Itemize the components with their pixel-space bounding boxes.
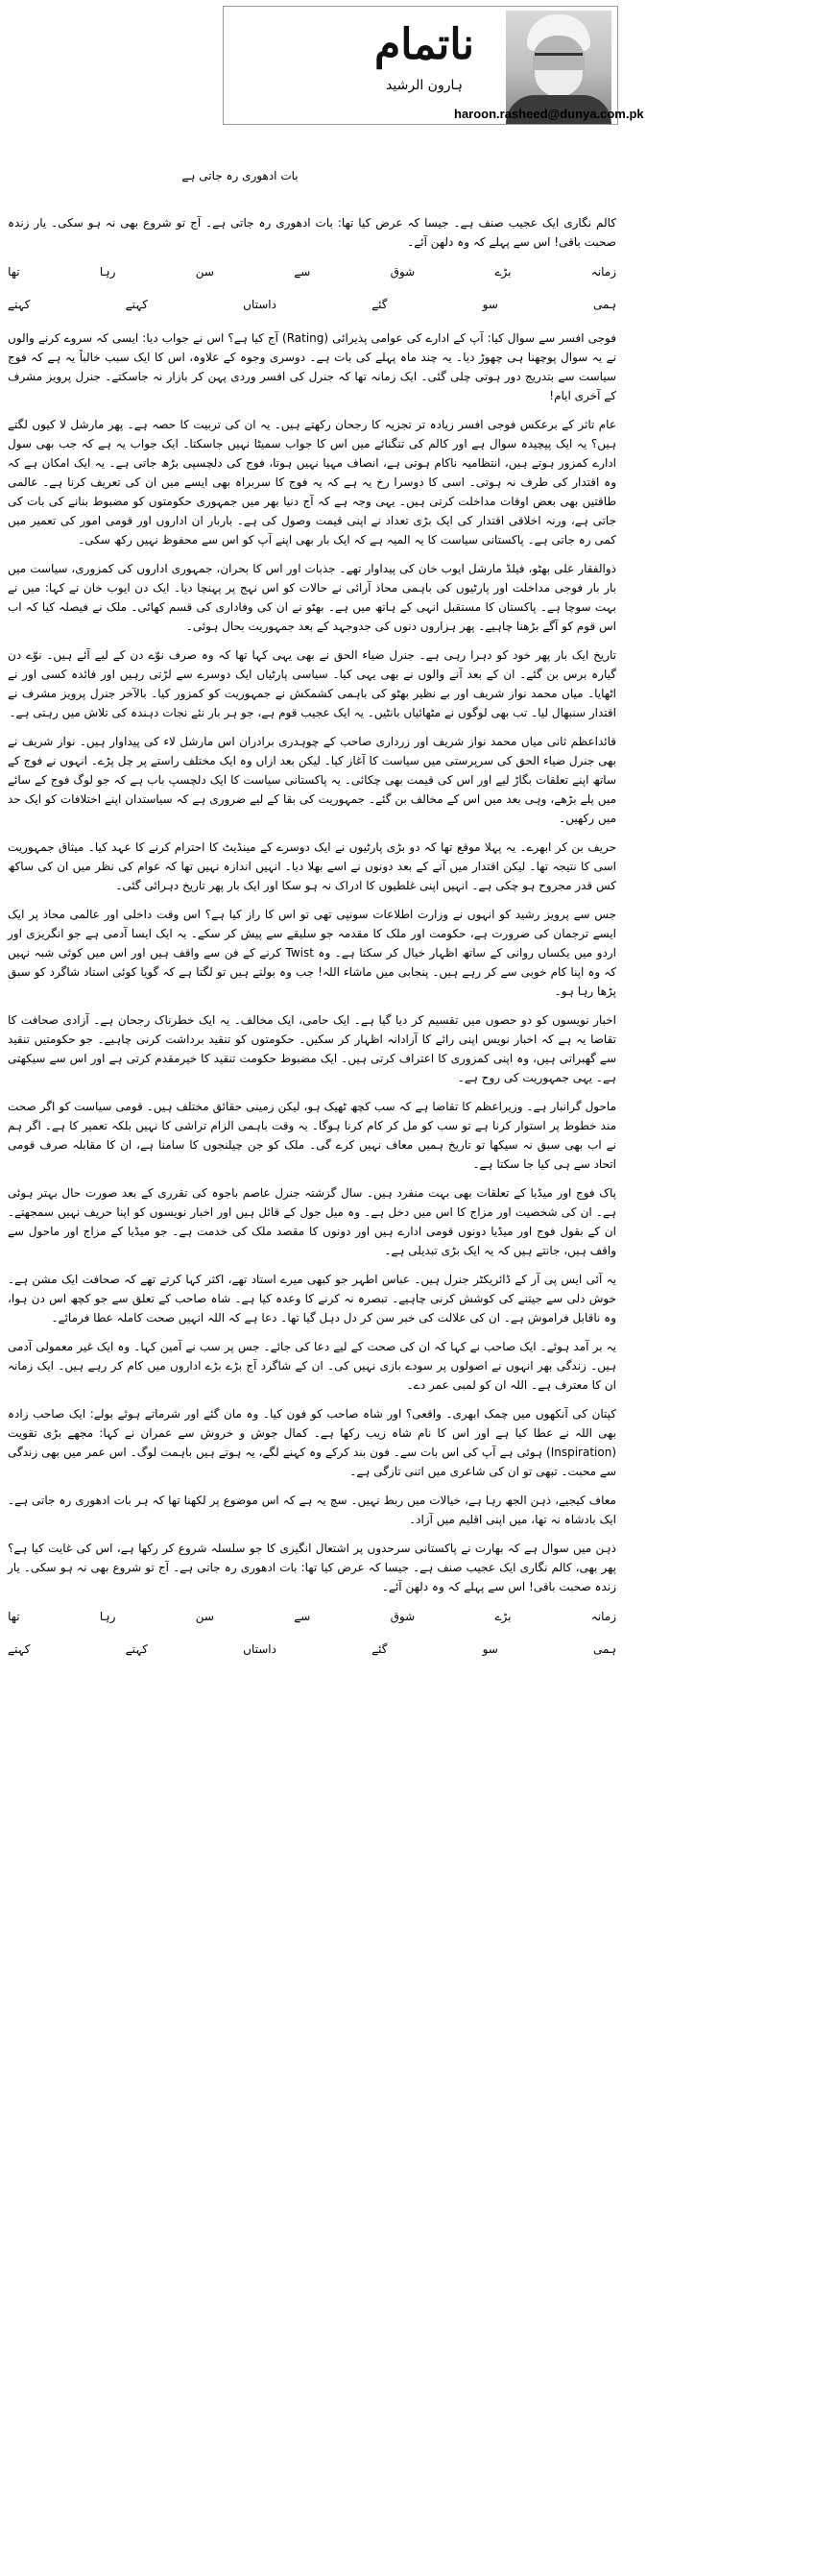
- verse-word: بڑے: [494, 265, 512, 279]
- article-paragraph: کپتان کی آنکھوں میں چمک ابھری۔ واقعی؟ اور شاہ صاحب کو فون کیا۔ وہ مان گئے اور شرماتے ہوئے بولے: ایک صاحب زادہ بھی اللہ نے عطا کیا ہے اور اس کا نام شاہ زیب رکھا ہے۔ کمال جوش و خروش سے عمران نے کہا: مجھے بڑی تقویت (Inspiration) ہوئی ہے آپ کی اس بات سے۔ فون بند کرکے وہ کہنے لگے، یہ ہوتے ہیں باہمت لوگ۔ اس عمر میں بھی زندگی سے محبت۔ تبھی تو ان کی شاعری میں اتنی تازگی ہے۔: [8, 1407, 616, 1478]
- column-brand-title: ناتمام: [374, 20, 474, 69]
- article-body: [8, 213, 616, 1673]
- verse-word: شوق: [390, 1610, 416, 1623]
- article-paragraph: فوجی افسر سے سوال کیا: آپ کے ادارے کی عوامی پذیرائی (Rating) آج کیا ہے؟ اس نے جواب دیا: ایسی کہ سروے کرنے والوں نے یہ سوال پوچھنا ہی چھوڑ دیا۔ یہ چند ماہ پہلے کی بات ہے۔ دوسری وجوہ کے علاوہ، اس کا ایک سبب خالباً یہ ہے کہ فوج سیاست سے بتدریج دور ہوتی چلی گئی۔ ایک زمانہ تھا کہ جنرل کی افسر وردی پہن کر بازار نہ جاسکتے۔ جنرل پرویز مشرف کے آخری ایام!: [8, 331, 616, 402]
- verse-word: سو: [482, 1642, 498, 1656]
- verse-word: سن: [195, 265, 214, 279]
- article-paragraph: حریف بن کر ابھرے۔ یہ پہلا موقع تھا کہ دو بڑی پارٹیوں نے ایک دوسرے کے مینڈیٹ کا احترام کرنے کا عہد کیا۔ میثاق جمہوریت اسی کا نتیجہ تھا۔ لیکن اقتدار میں آنے کے بعد دونوں نے اسے بھلا دیا۔ انہیں اندازہ نہیں تھا کہ عوام کی نظر میں ان کی ساکھ کس قدر مجروح ہو چکی ہے۔ انہیں اپنی غلطیوں کا ادراک نہ ہو سکا اور ایک بار پھر تاریخ دہرائی گئی۔: [8, 840, 616, 892]
- verse-word: سے: [294, 1610, 311, 1623]
- verse-word: سو: [482, 298, 498, 311]
- verse-word: گئے: [371, 298, 388, 311]
- column-masthead: [223, 6, 644, 125]
- article-paragraph: معاف کیجیے، ذہن الجھ رہا ہے، خیالات میں ربط نہیں۔ سچ یہ ہے کہ اس موضوع پر لکھنا تھا کہ ہر بات ادھوری رہ جاتی ہے۔ ایک بادشاہ نہ تھا، میں اپنی اقلیم میں آزاد۔: [8, 1494, 616, 1526]
- verse-word: کہتے: [8, 1642, 31, 1656]
- verse-word: تھا: [8, 1610, 20, 1623]
- verse-word: شوق: [390, 265, 416, 279]
- verse-word: داستاں: [243, 1642, 276, 1656]
- verse-word: تھا: [8, 265, 20, 279]
- author-name: ہارون الرشید: [386, 78, 463, 93]
- article-paragraph: جس سے پرویز رشید کو انہوں نے وزارت اطلاعات سونپی تھی تو اس کا راز کیا ہے؟ اس وقت داخلی اور عالمی محاذ پر ایک ایسے ترجمان کی ضرورت ہے، حکومت اور ملک کا مقدمہ جو سلیقے سے پیش کر سکے۔ یہ ایک ایسا آدمی ہے جو انگریزی اور اردو میں یکساں روانی کے ساتھ اظہار خیال کر سکتا ہے۔ وہ Twist کرنے کے فن سے واقف ہیں اور اس میں کوئی شبہ نہیں کہ وہ اپنا کام خوبی سے کر رہے ہیں۔ پنجابی میں ماشاء اللہ! جب وہ بولتے ہیں تو لگتا ہے کہ گویا کوئی استاد شاگرد کو سبق پڑھا رہا ہو۔: [8, 908, 616, 998]
- verse-word: کہتے: [8, 298, 31, 311]
- article-paragraph: ذہن میں سوال ہے کہ بھارت نے پاکستانی سرحدوں پر اشتعال انگیزی کا جو سلسلہ شروع کر رکھا ہے، اس کی غایت کیا ہے؟ پھر بھی، کالم نگاری ایک عجیب صنف ہے۔ جیسا کہ عرض کیا تھا: بات ادھوری رہ جاتی ہے۔ آج تو شروع بھی نہ ہو سکی۔ یار زندہ صحبت باقی! اس سے پہلے کہ وہ دلھن آئے۔: [8, 1542, 616, 1593]
- paragraph-list: [8, 328, 616, 1596]
- article-paragraph: قائداعظم ثانی میاں محمد نواز شریف اور زرداری صاحب کے چوہدری برادران اس مارشل لاء کی پیداوار ہیں۔ نواز شریف نے بھی جنرل ضیاء الحق کی سرپرستی میں سیاست کا آغاز کیا۔ لیکن بعد ازاں وہ ایک مختلف راستے پر چل پڑے۔ انہوں نے فوج کے ساتھ اپنے تعلقات بگاڑ لیے اور اس کی قیمت بھی چکائی۔ یہ پاکستانی سیاست کا ایک دلچسپ باب ہے کہ جو لوگ فوج کے سائے میں پلے بڑھے، وہی بعد میں اس کے مخالف بن گئے۔ جمہوریت کی بقا کے لیے ضروری ہے کہ سیاستدان اپنے اختلافات کو ایک حد میں رکھیں۔: [8, 735, 616, 825]
- author-email: haroon.rasheed@dunya.com.pk: [454, 107, 644, 121]
- verse-word: داستاں: [243, 298, 276, 311]
- verse-word: سن: [195, 1610, 214, 1623]
- article-paragraph: ماحول گرانبار ہے۔ وزیراعظم کا تقاضا ہے کہ سب کچھ ٹھیک ہو، لیکن زمینی حقائق مختلف ہیں۔ قومی سیاست کو اگر صحت مند خطوط پر استوار کرنا ہے تو سب کو مل کر کام کرنا ہوگا۔ یہ وقت باہمی الزام تراشی کا نہیں بلکہ تعمیر کا ہے۔ اگر ہم نے اب بھی سبق نہ سیکھا تو تاریخ ہمیں معاف نہیں کرے گی۔ ملک کو جن چیلنجوں کا سامنا ہے، ان کا مقابلہ صرف قومی اتحاد سے ہی کیا جا سکتا ہے۔: [8, 1100, 616, 1171]
- verse-word: بڑے: [494, 1610, 512, 1623]
- verse-word: ہمی: [593, 298, 616, 311]
- article-paragraph: ذوالفقار علی بھٹو، فیلڈ مارشل ایوب خان کی پیداوار تھے۔ جذبات اور اس کا بحران، جمہوری اداروں کی کمزوری، سیاست میں بار بار فوجی مداخلت اور پارٹیوں کی باہمی محاذ آرائی نے حالات کو اس نہج پر پہنچا دیا۔ ایک دن ایوب خان نے کہا: میں نے بہت سوچا ہے۔ پاکستان کا مستقبل انہی کے ہاتھ میں ہے۔ بھٹو نے ان کی وفاداری کی قسم کھائی۔ ملک نے فیصلہ کیا کہ اب اس قوم کو آگے بڑھنا چاہیے۔ پھر ہزاروں دنوں کی جدوجہد کے بعد جمہوریت بحال ہوئی۔: [8, 562, 616, 633]
- verse-word: زمانہ: [590, 265, 616, 279]
- verse-bottom: [8, 1606, 616, 1660]
- article-paragraph: پاک فوج اور میڈیا کے تعلقات بھی بہت منفرد ہیں۔ سال گزشتہ جنرل عاصم باجوہ کی تقرری کے بعد صورت حال بہتر ہوئی ہے۔ ان کی شخصیت اور مزاج کا اس میں دخل ہے۔ وہ میل جول کے قائل ہیں اور اخبار نویسوں کو اپنا حریف نہیں سمجھتے۔ ان کے بقول فوج اور میڈیا دونوں قومی ادارے ہیں اور دونوں کا مقصد ملک کی خدمت ہے۔ جو میڈیا کے مزاج اور ماحول سے واقف ہیں، جانتے ہیں کہ یہ ایک بڑی تبدیلی ہے۔: [8, 1186, 616, 1257]
- author-photo: [506, 11, 611, 118]
- article-paragraph: یہ آئی ایس پی آر کے ڈائریکٹر جنرل ہیں۔ عباس اطہر جو کبھی میرے استاد تھے، اکثر کہا کرتے تھے کہ صحافت ایک مشن ہے۔ خوش دلی سے جیتنے کی کوشش کرنی چاہیے۔ تبصرہ نہ کرنے کا وعدہ کیا ہے۔ شاہ صاحب کے تعلق سے جو کچھ اس دن ہوا، وہ ناقابل فراموش ہے۔ ان کی علالت کی خبر سن کر دل دہل گیا تھا۔ دعا ہے کہ اللہ انہیں صحت کاملہ عطا فرمائے۔: [8, 1273, 616, 1324]
- article-paragraph: یہ بر آمد ہوئے۔ ایک صاحب نے کہا کہ ان کی صحت کے لیے دعا کی جائے۔ جس پر سب نے آمین کہا۔ وہ ایک غیر معمولی آدمی ہیں۔ زندگی بھر انہوں نے اصولوں پر سودے بازی نہیں کی۔ ان کے شاگرد آج بڑے بڑے اداروں میں کام کر رہے ہیں۔ ایک زمانہ ان کا معترف ہے۔ اللہ ان کو لمبی عمر دے۔: [8, 1340, 616, 1392]
- verse-word: کہتے: [125, 1642, 148, 1656]
- verse-top: [8, 261, 616, 315]
- verse-word: زمانہ: [590, 1610, 616, 1623]
- verse-word: کہتے: [125, 298, 148, 311]
- verse-word: ہمی: [593, 1642, 616, 1656]
- column-title: بات ادھوری رہ جاتی ہے: [181, 169, 299, 182]
- article-paragraph: اخبار نویسوں کو دو حصوں میں تقسیم کر دیا گیا ہے۔ ایک حامی، ایک مخالف۔ یہ ایک خطرناک رجحان ہے۔ آزادی صحافت کا تقاضا یہ ہے کہ اخبار نویس اپنی رائے کا آزادانہ اظہار کر سکیں۔ حکومتوں کو تنقید برداشت کرنی چاہیے۔ جو حکومتیں تنقید سے گھبراتی ہیں، وہ اپنی کمزوری کا اعتراف کرتی ہیں۔ ایک مضبوط حکومت تنقید کا خیرمقدم کرتی ہے اور اس سے سیکھتی ہے۔ یہی جمہوریت کی روح ہے۔: [8, 1013, 616, 1084]
- intro-paragraph: کالم نگاری ایک عجیب صنف ہے۔ جیسا کہ عرض کیا تھا: بات ادھوری رہ جاتی ہے۔ آج تو شروع بھی نہ ہو سکی۔ یار زندہ صحبت باقی! اس سے پہلے کہ وہ دلھن آئے۔: [8, 216, 616, 249]
- article-paragraph: عام تاثر کے برعکس فوجی افسر زیادہ تر تجزیہ کا رجحان رکھتے ہیں۔ یہ ان کی تربیت کا حصہ ہے۔ پھر مارشل لا کیوں لگتے ہیں؟ یہ ایک پیچیدہ سوال ہے اور کالم کی تنگنائے میں اس کا جواب سمیٹا نہیں جاسکتا۔ ایک جواب یہ ہے کہ جب بھی سول ادارے کمزور ہوتے ہیں، انتظامیہ ناکام ہوتی ہے، انصاف مہیا نہیں ہوتا، فوج کی دلچسپی بڑھ جاتی ہے۔ یہ ایک امکان ہے کہ وہ اقتدار کی طرف نہ ہوتی۔ اسی کا دوسرا رخ یہ ہے کہ یہ فوج کا سربراہ بھی ایسے میں ان کی تعریف کرنا ہے۔ عالمی طاقتیں بھی بعض اوقات مداخلت کرتی ہیں۔ یہی وجہ ہے کہ آج دنیا بھر میں جمہوری حکومتوں کو مضبوط بنانے کی بات کی جاتی ہے، ورنہ اخلاقی اقتدار کی ایک بڑی تعداد نے اپنی قیمت وصول کی ہے۔ باربار ان اداروں اور قومی امور کی تعمیر میں کمی رہ جاتی ہے۔ پاکستانی سیاست کا یہ المیہ ہے کہ ایک بار بھی اپنے آپ کو اس سے محفوظ نہیں رکھ سکی۔: [8, 418, 616, 547]
- verse-word: رہا: [99, 1610, 116, 1623]
- verse-word: گئے: [371, 1642, 388, 1656]
- verse-word: سے: [294, 265, 311, 279]
- verse-word: رہا: [99, 265, 116, 279]
- article-paragraph: تاریخ ایک بار پھر خود کو دہرا رہی ہے۔ جنرل ضیاء الحق نے بھی یہی کہا تھا کہ وہ صرف نوّے دن کے لیے آئے ہیں۔ نوّے دن گیارہ برس بن گئے۔ ان کے بعد آنے والوں نے بھی یہی کیا۔ سیاسی پارٹیاں ایک دوسرے سے لڑتی رہیں اور فائدہ کسی اور نے اٹھایا۔ میاں محمد نواز شریف اور بے نظیر بھٹو کی باہمی کشمکش نے جمہوریت کو کمزور کیا۔ بالآخر جنرل پرویز مشرف نے اقتدار سنبھال لیا۔ تب بھی لوگوں نے مٹھائیاں بانٹیں۔ یہ ایک عجیب قوم ہے، جو ہر بار نئے نجات دہندہ کی تلاش میں رہتی ہے۔: [8, 648, 616, 719]
